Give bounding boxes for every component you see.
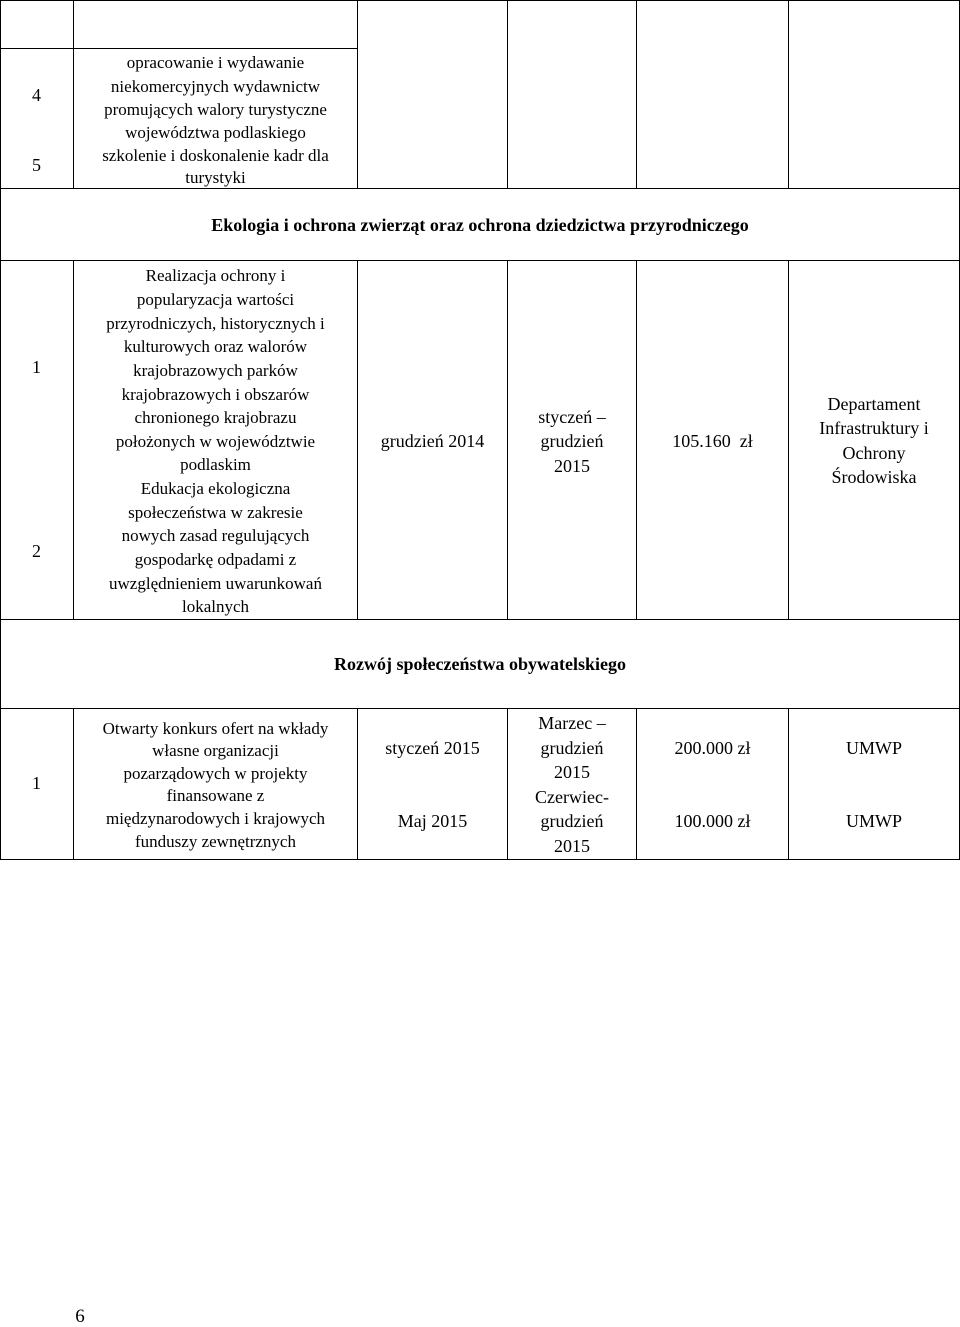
col-divider-2: [357, 708, 358, 860]
col-divider-4: [636, 0, 637, 189]
task-text-line: lokalnych: [181, 597, 250, 616]
task-text-line: funduszy zewnętrznych: [135, 832, 296, 851]
task-text-line: kulturowych oraz walorów: [123, 337, 308, 356]
table-border-left: [0, 0, 1, 860]
amount: 105.160 zł: [672, 431, 753, 451]
task-text-line: Realizacja ochrony i: [145, 266, 286, 285]
period-line: styczeń –: [538, 407, 606, 427]
amount: 200.000 zł: [674, 738, 751, 758]
unit-line: Infrastruktury i: [819, 418, 929, 438]
period-line: grudzień: [540, 431, 604, 451]
task-text-line: międzynarodowych i krajowych: [105, 809, 326, 828]
period-line: 2015: [554, 762, 590, 782]
announce-date: grudzień 2014: [380, 431, 485, 451]
task-text-line: chronionego krajobrazu: [134, 408, 297, 427]
task-text-line: opracowanie i wydawanie: [126, 53, 305, 72]
task-text-line: Edukacja ekologiczna: [140, 479, 291, 498]
task-text-line: pozarządowych w projekty: [123, 764, 308, 783]
period-line: 2015: [554, 836, 590, 856]
row-number-1: 1: [32, 773, 41, 793]
row-divider-4-5: [0, 48, 357, 49]
period-line: grudzień: [540, 811, 604, 831]
section-civil-bottom: [0, 708, 960, 709]
col-divider-4: [636, 708, 637, 860]
row-number-5: 5: [32, 155, 41, 175]
col-divider-2: [357, 0, 358, 189]
announce-date: Maj 2015: [397, 811, 468, 831]
task-text-line: przyrodniczych, historycznych i: [106, 314, 325, 333]
task-text-line: szkolenie i doskonalenie kadr dla: [102, 146, 329, 165]
responsible-unit: UMWP: [845, 738, 902, 758]
table-border-top: [0, 0, 960, 1]
task-text-line: gospodarkę odpadami z: [134, 550, 297, 569]
period-line: Czerwiec-: [535, 787, 609, 807]
task-text-line: województwa podlaskiego: [125, 123, 306, 142]
row-number-1: 1: [32, 357, 41, 377]
task-text-line: własne organizacji: [152, 741, 279, 760]
section-title-ecology: Ekologia i ochrona zwierząt oraz ochrona dziedzictwa przyrodniczego: [211, 215, 749, 235]
section-civil-top: [0, 619, 960, 620]
col-divider-5: [788, 0, 789, 189]
period-line: 2015: [554, 456, 590, 476]
unit-line: Departament: [827, 394, 921, 414]
row-number-2: 2: [32, 541, 41, 561]
task-text-line: turystyki: [185, 168, 246, 187]
section-ecology-bottom: [0, 260, 960, 261]
task-text-line: społeczeństwa w zakresie: [128, 503, 303, 522]
section-title-civil: Rozwój społeczeństwa obywatelskiego: [334, 654, 626, 674]
task-text-line: niekomercyjnych wydawnictw: [110, 77, 321, 96]
task-text-line: nowych zasad regulujących: [121, 526, 310, 545]
page-number: 6: [75, 1306, 85, 1327]
task-text-line: popularyzacja wartości: [136, 290, 295, 309]
period-line: grudzień: [540, 738, 604, 758]
unit-line: Ochrony: [842, 443, 906, 463]
task-text-line: promujących walory turystyczne: [104, 100, 327, 119]
period-line: Marzec –: [538, 713, 606, 733]
unit-line: Środowiska: [831, 467, 917, 487]
task-text-line: położonych w województwie: [115, 432, 316, 451]
announce-date: styczeń 2015: [385, 738, 480, 758]
task-text-line: finansowane z: [166, 786, 265, 805]
task-text-line: krajobrazowych i obszarów: [121, 385, 310, 404]
task-text-line: podlaskim: [180, 455, 251, 474]
col-divider-3: [507, 0, 508, 189]
responsible-unit: UMWP: [845, 811, 902, 831]
task-text-line: Otwarty konkurs ofert na wkłady: [102, 719, 329, 738]
table-border-bottom: [0, 859, 960, 860]
row-number-4: 4: [32, 85, 41, 105]
col-divider-5: [788, 708, 789, 860]
amount: 100.000 zł: [674, 811, 751, 831]
task-text-line: krajobrazowych parków: [133, 361, 298, 380]
task-text-line: uwzględnieniem uwarunkowań: [109, 574, 322, 593]
